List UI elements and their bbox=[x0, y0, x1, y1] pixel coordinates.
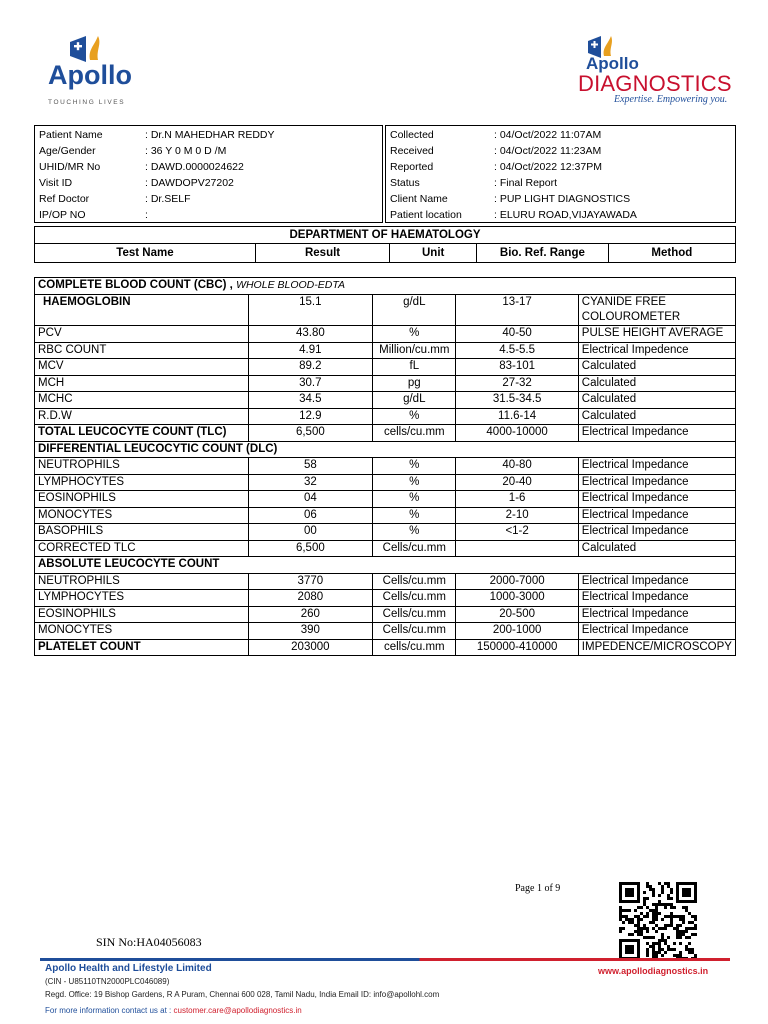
table-row bbox=[35, 392, 736, 409]
footer-contact-email[interactable]: customer.care@apollodiagnostics.in bbox=[173, 1006, 302, 1015]
test-name: MONOCYTES bbox=[35, 507, 249, 524]
results-table bbox=[34, 277, 736, 656]
patient-field-value: : DAWDOPV27202 bbox=[145, 177, 234, 189]
test-unit: Cells/cu.mm bbox=[373, 540, 456, 557]
test-name: R.D.W bbox=[35, 408, 249, 425]
apollo-wordmark: Apollo bbox=[586, 54, 639, 73]
test-result: 30.7 bbox=[248, 375, 373, 392]
table-row bbox=[35, 606, 736, 623]
footer-company-info bbox=[45, 962, 565, 1017]
test-unit: cells/cu.mm bbox=[373, 425, 456, 442]
patient-field-value: : 36 Y 0 M 0 D /M bbox=[145, 145, 227, 157]
table-row bbox=[35, 524, 736, 541]
column-header: Result bbox=[255, 244, 389, 263]
column-header-row bbox=[35, 244, 736, 263]
subsection-header-row bbox=[35, 557, 736, 574]
test-unit: % bbox=[373, 524, 456, 541]
test-unit: Million/cu.mm bbox=[373, 342, 456, 359]
patient-field-label: UHID/MR No bbox=[39, 161, 101, 173]
test-unit: Cells/cu.mm bbox=[373, 623, 456, 640]
table-row bbox=[35, 375, 736, 392]
test-unit: % bbox=[373, 458, 456, 475]
patient-field-label: Reported bbox=[390, 161, 434, 173]
test-range: 1-6 bbox=[456, 491, 578, 508]
patient-field-label: Ref Doctor bbox=[39, 193, 90, 205]
subsection-title: DIFFERENTIAL LEUCOCYTIC COUNT (DLC) bbox=[35, 441, 736, 458]
column-header: Bio. Ref. Range bbox=[477, 244, 609, 263]
test-range: 40-50 bbox=[456, 326, 578, 343]
test-unit: % bbox=[373, 474, 456, 491]
section-specimen: WHOLE BLOOD-EDTA bbox=[236, 279, 345, 291]
table-row bbox=[35, 425, 736, 442]
test-method: Calculated bbox=[578, 408, 735, 425]
test-name: PLATELET COUNT bbox=[35, 639, 249, 656]
footer-regd: Regd. Office: 19 Bishop Gardens, R A Puram, Chennai 600 028, Tamil Nadu, India Email ID: info@apollohl.com bbox=[45, 990, 440, 999]
test-name: BASOPHILS bbox=[35, 524, 249, 541]
patient-field-value: : DAWD.0000024622 bbox=[145, 161, 244, 173]
test-unit: % bbox=[373, 507, 456, 524]
apollo-logo-left bbox=[44, 34, 134, 112]
test-range: 20-40 bbox=[456, 474, 578, 491]
test-method: Electrical Impedance bbox=[578, 573, 735, 590]
test-method: Electrical Impedance bbox=[578, 606, 735, 623]
test-method: Calculated bbox=[578, 540, 735, 557]
column-header: Test Name bbox=[35, 244, 256, 263]
test-unit: % bbox=[373, 491, 456, 508]
qr-code-icon bbox=[619, 882, 697, 960]
test-method: Electrical Impedence bbox=[578, 342, 735, 359]
test-name: CORRECTED TLC bbox=[35, 540, 249, 557]
test-range: 2000-7000 bbox=[456, 573, 578, 590]
footer-website[interactable]: www.apollodiagnostics.in bbox=[598, 966, 709, 976]
patient-info-left bbox=[34, 125, 383, 223]
page-number: Page 1 of 9 bbox=[515, 883, 561, 894]
test-result: 12.9 bbox=[248, 408, 373, 425]
test-unit: Cells/cu.mm bbox=[373, 606, 456, 623]
footer-company: Apollo Health and Lifestyle Limited bbox=[45, 963, 212, 974]
apollo-diagnostics-logo bbox=[576, 34, 736, 110]
table-row bbox=[35, 408, 736, 425]
test-method: Electrical Impedance bbox=[578, 491, 735, 508]
test-result: 4.91 bbox=[248, 342, 373, 359]
test-name: EOSINOPHILS bbox=[35, 491, 249, 508]
test-range: 4.5-5.5 bbox=[456, 342, 578, 359]
patient-field-value: : 04/Oct/2022 11:23AM bbox=[494, 145, 602, 157]
test-method: Electrical Impedance bbox=[578, 425, 735, 442]
test-method: IMPEDENCE/MICROSCOPY bbox=[578, 639, 735, 656]
logo-tagline: TOUCHING LIVES bbox=[48, 99, 126, 106]
patient-field-value: : 04/Oct/2022 11:07AM bbox=[494, 129, 602, 141]
test-unit: % bbox=[373, 326, 456, 343]
patient-field-value: : Dr.N MAHEDHAR REDDY bbox=[145, 129, 275, 141]
test-method: PULSE HEIGHT AVERAGE bbox=[578, 326, 735, 343]
subsection-title: ABSOLUTE LEUCOCYTE COUNT bbox=[35, 557, 736, 574]
column-header: Unit bbox=[390, 244, 477, 263]
apollo-wordmark: Apollo bbox=[48, 60, 132, 90]
patient-field-label: Client Name bbox=[390, 193, 448, 205]
test-name: RBC COUNT bbox=[35, 342, 249, 359]
test-unit: g/dL bbox=[373, 295, 456, 326]
test-result: 32 bbox=[248, 474, 373, 491]
test-range: 31.5-34.5 bbox=[456, 392, 578, 409]
patient-field-label: Patient location bbox=[390, 209, 462, 221]
test-range: <1-2 bbox=[456, 524, 578, 541]
patient-field-label: Age/Gender bbox=[39, 145, 96, 157]
test-result: 203000 bbox=[248, 639, 373, 656]
patient-field-value: : ELURU ROAD,VIJAYAWADA bbox=[494, 209, 637, 221]
patient-field-label: Received bbox=[390, 145, 434, 157]
table-row bbox=[35, 326, 736, 343]
footer-cin: (CIN - U85110TN2000PLC046089) bbox=[45, 977, 170, 986]
patient-field-label: Status bbox=[390, 177, 420, 189]
test-unit: Cells/cu.mm bbox=[373, 590, 456, 607]
test-name: MONOCYTES bbox=[35, 623, 249, 640]
section-header-row bbox=[35, 278, 736, 295]
test-method: Electrical Impedance bbox=[578, 590, 735, 607]
test-name: HAEMOGLOBIN bbox=[35, 295, 249, 326]
table-row bbox=[35, 474, 736, 491]
test-method: Electrical Impedance bbox=[578, 623, 735, 640]
patient-field-value: : 04/Oct/2022 12:37PM bbox=[494, 161, 602, 173]
test-name: EOSINOPHILS bbox=[35, 606, 249, 623]
patient-field-value: : PUP LIGHT DIAGNOSTICS bbox=[494, 193, 631, 205]
patient-field-value: : Final Report bbox=[494, 177, 558, 189]
test-unit: % bbox=[373, 408, 456, 425]
test-method: CYANIDE FREE COLOUROMETER bbox=[578, 295, 735, 326]
table-row bbox=[35, 623, 736, 640]
test-name: MCH bbox=[35, 375, 249, 392]
subsection-header-row bbox=[35, 441, 736, 458]
patient-field-value: : bbox=[145, 209, 148, 221]
test-name: NEUTROPHILS bbox=[35, 458, 249, 475]
table-row bbox=[35, 573, 736, 590]
test-unit: pg bbox=[373, 375, 456, 392]
patient-field-label: Collected bbox=[390, 129, 434, 141]
test-result: 6,500 bbox=[248, 540, 373, 557]
test-result: 260 bbox=[248, 606, 373, 623]
test-result: 6,500 bbox=[248, 425, 373, 442]
test-method: Electrical Impedance bbox=[578, 458, 735, 475]
test-method: Electrical Impedance bbox=[578, 524, 735, 541]
test-result: 58 bbox=[248, 458, 373, 475]
test-unit: Cells/cu.mm bbox=[373, 573, 456, 590]
test-result: 34.5 bbox=[248, 392, 373, 409]
section-title: COMPLETE BLOOD COUNT (CBC) , bbox=[38, 279, 233, 291]
test-result: 06 bbox=[248, 507, 373, 524]
test-name: TOTAL LEUCOCYTE COUNT (TLC) bbox=[35, 425, 249, 442]
patient-field-label: IP/OP NO bbox=[39, 209, 86, 221]
table-row bbox=[35, 590, 736, 607]
test-range: 11.6-14 bbox=[456, 408, 578, 425]
test-result: 3770 bbox=[248, 573, 373, 590]
test-unit: cells/cu.mm bbox=[373, 639, 456, 656]
test-range: 150000-410000 bbox=[456, 639, 578, 656]
table-row bbox=[35, 458, 736, 475]
patient-field-value: : Dr.SELF bbox=[145, 193, 191, 205]
test-result: 15.1 bbox=[248, 295, 373, 326]
test-method: Calculated bbox=[578, 392, 735, 409]
test-range: 13-17 bbox=[456, 295, 578, 326]
footer-contact-prefix: For more information contact us at : bbox=[45, 1006, 174, 1015]
test-name: MCV bbox=[35, 359, 249, 376]
test-name: PCV bbox=[35, 326, 249, 343]
table-row bbox=[35, 540, 736, 557]
table-row bbox=[35, 359, 736, 376]
test-range: 83-101 bbox=[456, 359, 578, 376]
footer-divider bbox=[40, 958, 730, 961]
test-method: Calculated bbox=[578, 359, 735, 376]
table-row bbox=[35, 507, 736, 524]
table-row bbox=[35, 342, 736, 359]
test-result: 390 bbox=[248, 623, 373, 640]
test-range: 1000-3000 bbox=[456, 590, 578, 607]
department-title: DEPARTMENT OF HAEMATOLOGY bbox=[35, 227, 736, 244]
test-name: LYMPHOCYTES bbox=[35, 590, 249, 607]
test-range: 4000-10000 bbox=[456, 425, 578, 442]
right-tagline: Expertise. Empowering you. bbox=[614, 94, 728, 105]
table-row bbox=[35, 295, 736, 326]
test-result: 00 bbox=[248, 524, 373, 541]
test-unit: fL bbox=[373, 359, 456, 376]
test-name: LYMPHOCYTES bbox=[35, 474, 249, 491]
table-row bbox=[35, 639, 736, 656]
test-method: Electrical Impedance bbox=[578, 507, 735, 524]
test-range: 200-1000 bbox=[456, 623, 578, 640]
test-result: 04 bbox=[248, 491, 373, 508]
patient-field-label: Visit ID bbox=[39, 177, 73, 189]
test-method: Calculated bbox=[578, 375, 735, 392]
test-range: 40-80 bbox=[456, 458, 578, 475]
patient-field-label: Patient Name bbox=[39, 129, 103, 141]
test-method: Electrical Impedance bbox=[578, 474, 735, 491]
patient-info-right bbox=[385, 125, 736, 223]
test-result: 43.80 bbox=[248, 326, 373, 343]
test-name: MCHC bbox=[35, 392, 249, 409]
test-range: 20-500 bbox=[456, 606, 578, 623]
test-name: NEUTROPHILS bbox=[35, 573, 249, 590]
test-result: 89.2 bbox=[248, 359, 373, 376]
test-range bbox=[456, 540, 578, 557]
sin-number: SIN No:HA04056083 bbox=[96, 935, 202, 949]
test-result: 2080 bbox=[248, 590, 373, 607]
diagnostics-wordmark: DIAGNOSTICS bbox=[578, 71, 732, 96]
test-range: 2-10 bbox=[456, 507, 578, 524]
test-range: 27-32 bbox=[456, 375, 578, 392]
department-header-table bbox=[34, 226, 736, 263]
column-header: Method bbox=[608, 244, 735, 263]
table-row bbox=[35, 491, 736, 508]
test-unit: g/dL bbox=[373, 392, 456, 409]
